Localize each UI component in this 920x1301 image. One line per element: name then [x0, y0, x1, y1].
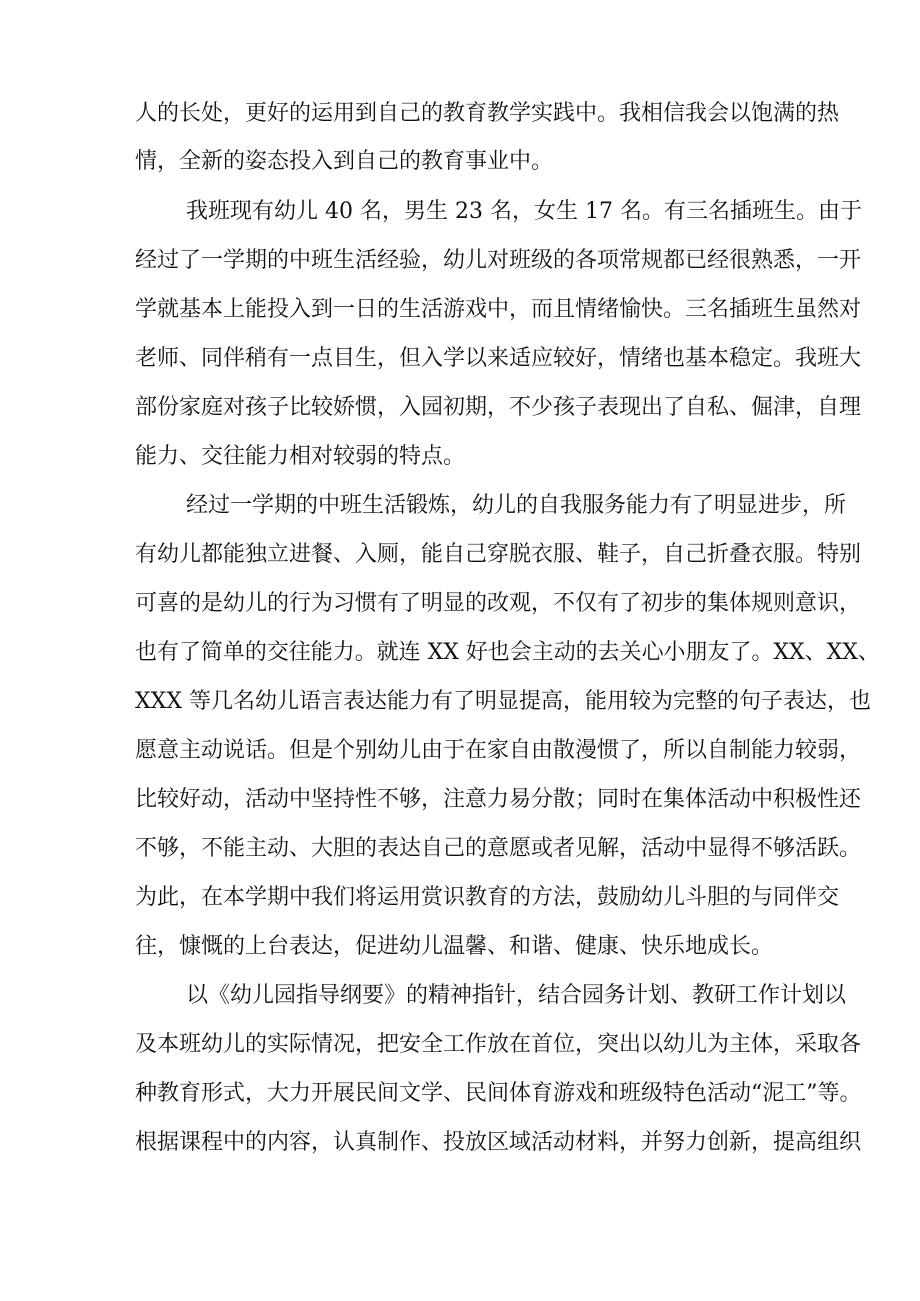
text-line: 及本班幼儿的实际情况，把安全工作放在首位，突出以幼儿为主体，采取各 [135, 1032, 862, 1057]
text-line: 能力、交往能力相对较弱的特点。 [135, 444, 466, 469]
text-line: 根据课程中的内容，认真制作、投放区域活动材料，并努力创新，提高组织 [135, 1130, 862, 1155]
text-line: 有幼儿都能独立进餐、入厕，能自己穿脱衣服、鞋子，自己折叠衣服。特别 [135, 542, 862, 567]
text-line: 不够，不能主动、大胆的表达自己的意愿或者见解，活动中显得不够活跃。 [135, 836, 862, 861]
text-line: 以《幼儿园指导纲要》的精神指针，结合园务计划、教研工作计划以 [186, 983, 847, 1008]
text-line: 情，全新的姿态投入到自己的教育事业中。 [135, 149, 554, 174]
text-line: 往，慷慨的上台表达，促进幼儿温馨、和谐、健康、快乐地成长。 [135, 934, 774, 959]
text-line: 愿意主动说话。但是个别幼儿由于在家自由散漫惯了，所以自制能力较弱， [135, 738, 862, 763]
text-line: 可喜的是幼儿的行为习惯有了明显的改观，不仅有了初步的集体规则意识， [135, 591, 862, 616]
text-line: 种教育形式，大力开展民间文学、民间体育游戏和班级特色活动“泥工”等。 [135, 1081, 862, 1106]
text-line: XXX 等几名幼儿语言表达能力有了明显提高，能用较为完整的句子表达，也 [135, 689, 871, 714]
text-line: 经过了一学期的中班生活经验，幼儿对班级的各项常规都已经很熟悉，一开 [135, 248, 862, 273]
text-line: 人的长处，更好的运用到自己的教育教学实践中。我相信我会以饱满的热 [135, 101, 840, 126]
text-line: 学就基本上能投入到一日的生活游戏中，而且情绪愉快。三名插班生虽然对 [135, 297, 862, 322]
text-line: 也有了简单的交往能力。就连 XX 好也会主动的去关心小朋友了。XX、XX、 [135, 640, 880, 665]
text-line: 比较好动，活动中坚持性不够，注意力易分散；同时在集体活动中积极性还 [135, 787, 862, 812]
text-line: 部份家庭对孩子比较娇惯，入园初期，不少孩子表现出了自私、倔津，自理 [135, 395, 862, 420]
text-line: 老师、同伴稍有一点目生，但入学以来适应较好，情绪也基本稳定。我班大 [135, 346, 862, 371]
text-line: 为此，在本学期中我们将运用赏识教育的方法，鼓励幼儿斗胆的与同伴交 [135, 885, 840, 910]
text-line: 我班现有幼儿 40 名，男生 23 名，女生 17 名。有三名插班生。由于 [186, 199, 862, 224]
text-line: 经过一学期的中班生活锻炼，幼儿的自我服务能力有了明显进步，所 [186, 493, 847, 518]
